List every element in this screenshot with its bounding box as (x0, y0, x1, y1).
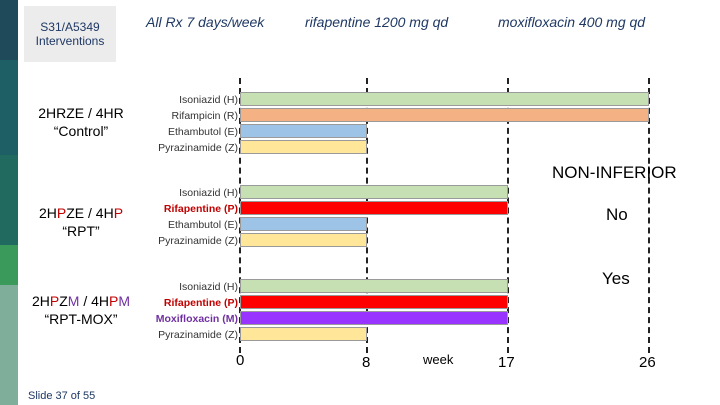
axis-label-week: week (423, 352, 454, 367)
drug-label: Pyrazinamide (Z) (158, 142, 238, 154)
bar-rifampicin (240, 108, 649, 122)
interventions-header-box (24, 6, 116, 62)
arm-control-regimen: 2HRZE / 4HR (38, 105, 124, 121)
bar-pyrazinamide (240, 233, 367, 247)
drug-label: Ethambutol (E) (167, 126, 238, 138)
bar-rifapentine (240, 201, 508, 215)
strip-segment-4 (0, 245, 18, 285)
header-all-rx: All Rx 7 days/week (146, 14, 265, 30)
arm-control-name: “Control” (53, 123, 109, 139)
drug-label: Rifampicin (R) (171, 110, 238, 122)
arm-rpt-name: “RPT” (62, 223, 100, 239)
drug-label-rifapentine: Rifapentine (P) (163, 203, 238, 215)
bar-pyrazinamide (240, 140, 367, 154)
result-rpt-mox: Yes (602, 269, 630, 288)
result-control: NON-INFERIOR (552, 163, 677, 182)
bar-moxifloxacin (240, 311, 508, 325)
tick-label-8: 8 (362, 354, 371, 371)
header-rifapentine-dose: rifapentine 1200 mg qd (305, 14, 449, 30)
drug-label: Pyrazinamide (Z) (158, 235, 238, 247)
arm-rpt-mox-regimen (26, 292, 136, 310)
drug-label: Isoniazid (H) (179, 281, 238, 293)
drug-label: Isoniazid (H) (179, 187, 238, 199)
drug-label: Pyrazinamide (Z) (158, 329, 238, 341)
regimen-part-p: P (56, 205, 67, 221)
regimen-part-p: P (49, 293, 60, 309)
drug-label: Ethambutol (E) (167, 219, 238, 231)
strip-segment-1 (0, 0, 18, 60)
tick-label-26: 26 (639, 354, 656, 371)
strip-segment-5 (0, 285, 18, 405)
header-box-line1: S31/A5349 (40, 20, 100, 34)
arm-rpt-mox-name: “RPT-MOX” (44, 311, 118, 327)
tick-label-0: 0 (236, 352, 245, 369)
arm-rpt-regimen (26, 204, 136, 222)
bar-isoniazid (240, 92, 649, 106)
strip-segment-2 (0, 60, 18, 155)
drug-label: Isoniazid (H) (179, 94, 238, 106)
bar-isoniazid (240, 185, 508, 199)
regimen-part: ZE / 4H (66, 205, 114, 221)
regimen-part-m: M (118, 293, 131, 309)
regimen-part: 2H (38, 205, 57, 221)
result-rpt: No (606, 205, 628, 224)
bar-ethambutol (240, 217, 367, 231)
arm-rpt-label (26, 204, 136, 240)
regimen-part: 2H (31, 293, 50, 309)
header-moxifloxacin-dose: moxifloxacin 400 mg qd (498, 14, 646, 30)
drug-label-rifapentine: Rifapentine (P) (163, 297, 238, 309)
regimen-part-p: P (113, 205, 124, 221)
regimen-part-m: M (67, 293, 80, 309)
regimen-part: Z (59, 293, 68, 309)
regimen-part: / 4H (79, 293, 110, 309)
strip-segment-3 (0, 155, 18, 245)
header-box-line2: Interventions (35, 34, 105, 48)
bar-rifapentine (240, 295, 508, 309)
tick-label-17: 17 (498, 354, 515, 371)
arm-rpt-mox-label (26, 292, 136, 328)
regimen-part-p: P (109, 293, 119, 309)
bar-isoniazid (240, 279, 508, 293)
arm-control-label (26, 104, 136, 140)
slide-number: Slide 37 of 55 (28, 390, 96, 402)
bar-pyrazinamide (240, 327, 367, 341)
drug-label-moxifloxacin: Moxifloxacin (M) (155, 313, 238, 325)
bar-ethambutol (240, 124, 367, 138)
